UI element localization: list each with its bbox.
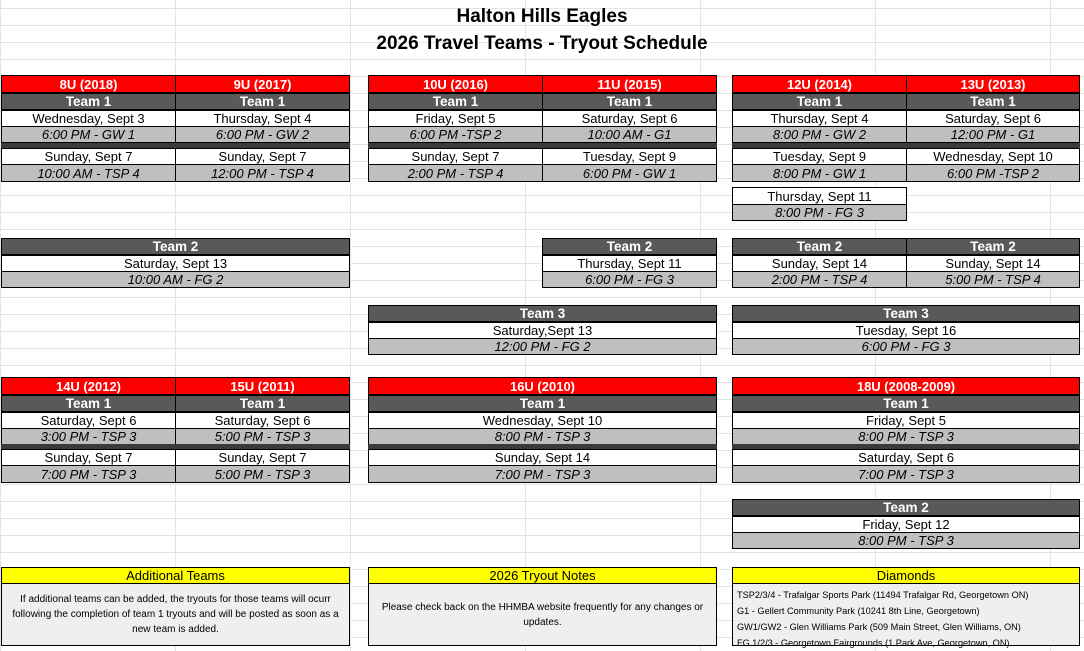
team-header-9u-team1[interactable]: Team 1	[175, 93, 350, 110]
tryout-time-cell[interactable]: 5:00 PM - TSP 3	[175, 465, 350, 483]
tryout-date-cell[interactable]: Sunday, Sept 7	[175, 449, 350, 466]
tryout-date-cell[interactable]: Saturday, Sept 6	[542, 110, 717, 127]
team-header-14u-team1[interactable]: Team 1	[1, 395, 176, 412]
team-header-11u-team1[interactable]: Team 1	[542, 93, 717, 110]
division-13u-header[interactable]: 13U (2013)	[906, 75, 1080, 93]
division-16u-header[interactable]: 16U (2010)	[368, 377, 717, 395]
division-11u-header[interactable]: 11U (2015)	[542, 75, 717, 93]
division-10u-header[interactable]: 10U (2016)	[368, 75, 543, 93]
tryout-date-cell[interactable]: Saturday,Sept 13	[368, 322, 717, 339]
team-header-10u-team1[interactable]: Team 1	[368, 93, 543, 110]
sheet-subtitle: 2026 Travel Teams - Tryout Schedule	[376, 33, 708, 54]
team-header-18u-team2[interactable]: Team 2	[732, 499, 1080, 516]
team-header-12u-team2[interactable]: Team 2	[732, 238, 907, 255]
tryout-time-cell[interactable]: 2:00 PM - TSP 4	[732, 271, 907, 288]
tryout-date-cell[interactable]: Saturday, Sept 13	[1, 255, 350, 272]
tryout-time-cell[interactable]: 6:00 PM - FG 3	[732, 338, 1080, 355]
tryout-date-cell[interactable]: Saturday, Sept 6	[906, 110, 1080, 127]
tryout-time-cell[interactable]: 10:00 AM - TSP 4	[1, 164, 176, 182]
team-header-12u-team1[interactable]: Team 1	[732, 93, 907, 110]
tryout-date-cell[interactable]: Sunday, Sept 14	[906, 255, 1080, 272]
tryout-time-cell[interactable]: 6:00 PM -TSP 2	[906, 164, 1080, 182]
tryout-time-cell[interactable]: 7:00 PM - TSP 3	[1, 465, 176, 483]
division-9u-header[interactable]: 9U (2017)	[175, 75, 350, 93]
tryout-date-cell[interactable]: Tuesday, Sept 9	[732, 148, 907, 165]
tryout-date-cell[interactable]: Sunday, Sept 14	[368, 449, 717, 466]
team-header-12u-13u-team3[interactable]: Team 3	[732, 305, 1080, 322]
tryout-time-cell[interactable]: 12:00 PM - FG 2	[368, 338, 717, 355]
tryout-date-cell[interactable]: Saturday, Sept 6	[732, 449, 1080, 466]
tryout-time-cell[interactable]: 8:00 PM - TSP 3	[368, 428, 717, 445]
diamonds-heading[interactable]: Diamonds	[732, 567, 1080, 584]
team-header-10u-11u-team3[interactable]: Team 3	[368, 305, 717, 322]
diamond-item: G1 - Gellert Community Park (10241 8th Line, Georgetown)	[737, 606, 980, 616]
tryout-date-cell[interactable]: Thursday, Sept 4	[732, 110, 907, 127]
tryout-time-cell[interactable]: 6:00 PM - FG 3	[542, 271, 717, 288]
tryout-time-cell[interactable]: 8:00 PM - TSP 3	[732, 428, 1080, 445]
tryout-time-cell[interactable]: 6:00 PM - GW 2	[175, 126, 350, 143]
tryout-date-cell[interactable]: Saturday, Sept 6	[1, 412, 176, 429]
division-8u-header[interactable]: 8U (2018)	[1, 75, 176, 93]
tryout-time-cell[interactable]: 12:00 PM - G1	[906, 126, 1080, 143]
team-header-8u-team1[interactable]: Team 1	[1, 93, 176, 110]
tryout-date-cell[interactable]: Wednesday, Sept 10	[368, 412, 717, 429]
tryout-time-cell[interactable]: 6:00 PM - GW 1	[542, 164, 717, 182]
diamond-item: TSP2/3/4 - Trafalgar Sports Park (11494 Trafalgar Rd, Georgetown ON)	[737, 590, 1029, 600]
tryout-date-cell[interactable]: Wednesday, Sept 10	[906, 148, 1080, 165]
tryout-date-cell[interactable]: Sunday, Sept 7	[175, 148, 350, 165]
tryout-date-cell[interactable]: Sunday, Sept 14	[732, 255, 907, 272]
team-header-15u-team1[interactable]: Team 1	[175, 395, 350, 412]
tryout-date-cell[interactable]: Sunday, Sept 7	[1, 449, 176, 466]
team-header-8u-9u-team2[interactable]: Team 2	[1, 238, 350, 255]
tryout-time-cell[interactable]: 12:00 PM - TSP 4	[175, 164, 350, 182]
tryout-time-cell[interactable]: 8:00 PM - TSP 3	[732, 532, 1080, 549]
diamond-item: GW1/GW2 - Glen Williams Park (509 Main Street, Glen Williams, ON)	[737, 622, 1021, 632]
tryout-date-cell[interactable]: Sunday, Sept 7	[368, 148, 543, 165]
tryout-date-cell[interactable]: Thursday, Sept 11	[732, 187, 907, 205]
tryout-time-cell[interactable]: 10:00 AM - G1	[542, 126, 717, 143]
division-15u-header[interactable]: 15U (2011)	[175, 377, 350, 395]
tryout-time-cell[interactable]: 8:00 PM - GW 2	[732, 126, 907, 143]
diamonds-list[interactable]	[732, 583, 1080, 646]
tryout-time-cell[interactable]: 3:00 PM - TSP 3	[1, 428, 176, 445]
diamond-item: FG 1/2/3 - Georgetown Fairgrounds (1 Park Ave, Georgetown, ON)	[737, 638, 1010, 648]
tryout-time-cell[interactable]: 8:00 PM - GW 1	[732, 164, 907, 182]
tryout-date-cell[interactable]: Friday, Sept 5	[732, 412, 1080, 429]
division-14u-header[interactable]: 14U (2012)	[1, 377, 176, 395]
tryout-time-cell[interactable]: 2:00 PM - TSP 4	[368, 164, 543, 182]
team-header-13u-team2[interactable]: Team 2	[906, 238, 1080, 255]
tryout-notes-text[interactable]: Please check back on the HHMBA website frequently for any changes or updates.	[368, 583, 717, 646]
tryout-time-cell[interactable]: 7:00 PM - TSP 3	[732, 465, 1080, 483]
tryout-date-cell[interactable]: Tuesday, Sept 16	[732, 322, 1080, 339]
division-18u-header[interactable]: 18U (2008-2009)	[732, 377, 1080, 395]
team-header-18u-team1[interactable]: Team 1	[732, 395, 1080, 412]
division-12u-header[interactable]: 12U (2014)	[732, 75, 907, 93]
tryout-time-cell[interactable]: 8:00 PM - FG 3	[732, 204, 907, 221]
tryout-notes-heading[interactable]: 2026 Tryout Notes	[368, 567, 717, 584]
team-header-13u-team1[interactable]: Team 1	[906, 93, 1080, 110]
tryout-time-cell[interactable]: 5:00 PM - TSP 3	[175, 428, 350, 445]
tryout-date-cell[interactable]: Thursday, Sept 11	[542, 255, 717, 272]
tryout-date-cell[interactable]: Wednesday, Sept 3	[1, 110, 176, 127]
team-header-16u-team1[interactable]: Team 1	[368, 395, 717, 412]
team-header-11u-team2[interactable]: Team 2	[542, 238, 717, 255]
tryout-date-cell[interactable]: Thursday, Sept 4	[175, 110, 350, 127]
tryout-time-cell[interactable]: 6:00 PM - GW 1	[1, 126, 176, 143]
additional-teams-note[interactable]: If additional teams can be added, the tryouts for those teams will ocurr following the completion of team 1 tryouts and will be posted as soon as a new team is added.	[1, 583, 350, 646]
tryout-date-cell[interactable]: Tuesday, Sept 9	[542, 148, 717, 165]
tryout-time-cell[interactable]: 5:00 PM - TSP 4	[906, 271, 1080, 288]
additional-teams-heading[interactable]: Additional Teams	[1, 567, 350, 584]
tryout-date-cell[interactable]: Sunday, Sept 7	[1, 148, 176, 165]
tryout-date-cell[interactable]: Friday, Sept 12	[732, 516, 1080, 533]
tryout-date-cell[interactable]: Saturday, Sept 6	[175, 412, 350, 429]
tryout-date-cell[interactable]: Friday, Sept 5	[368, 110, 543, 127]
tryout-time-cell[interactable]: 7:00 PM - TSP 3	[368, 465, 717, 483]
sheet-title: Halton Hills Eagles	[456, 6, 628, 27]
tryout-time-cell[interactable]: 6:00 PM -TSP 2	[368, 126, 543, 143]
tryout-time-cell[interactable]: 10:00 AM - FG 2	[1, 271, 350, 288]
